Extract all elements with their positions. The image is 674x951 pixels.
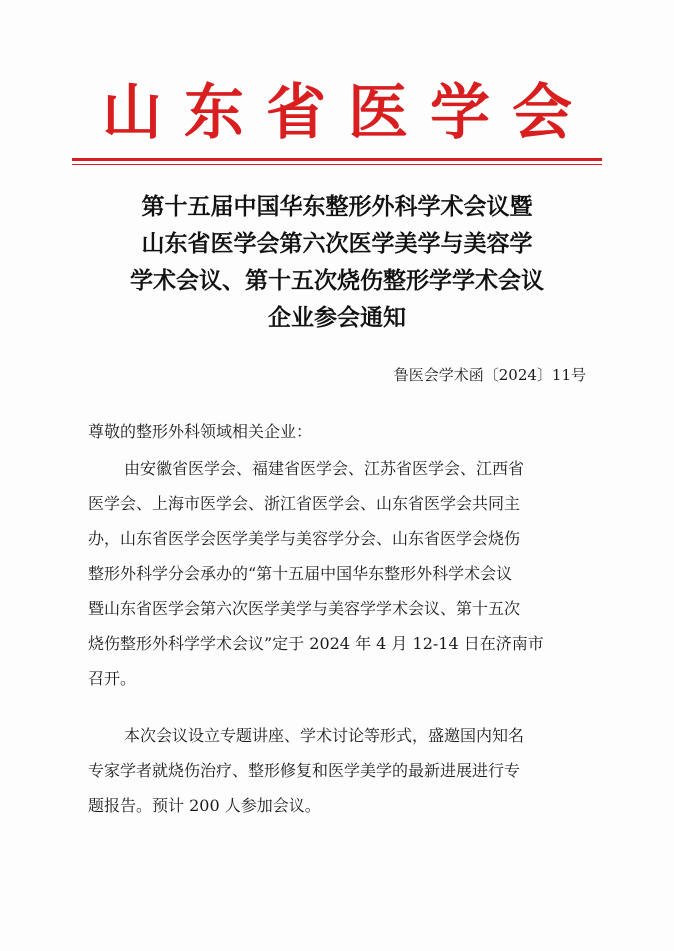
paragraph-line: 医学会、上海市医学会、浙江省医学会、山东省医学会共同主 bbox=[88, 494, 521, 513]
salutation: 尊敬的整形外科领域相关企业： bbox=[88, 422, 313, 441]
letterhead-org-name: 山东省医学会 bbox=[102, 78, 594, 148]
paragraph-line: 暨山东省医学会第六次医学美学与美容学学术会议、第十五次 bbox=[88, 599, 521, 618]
paragraph-line: 专家学者就烧伤治疗、整形修复和医学美学的最新进展进行专 bbox=[88, 761, 521, 780]
paragraph-line: 由安徽省医学会、福建省医学会、江苏省医学会、江西省 bbox=[124, 459, 525, 478]
title-line: 第十五届中国华东整形外科学术会议暨 bbox=[141, 193, 533, 220]
letterhead-red-rule-thick bbox=[72, 158, 602, 161]
body-paragraph-2 bbox=[88, 718, 588, 823]
paragraph-line: 办，山东省医学会医学美学与美容学分会、山东省医学会烧伤 bbox=[88, 529, 521, 548]
paragraph-line: 整形外科学分会承办的“第十五届中国华东整形外科学术会议 bbox=[88, 564, 513, 583]
body-paragraph-1 bbox=[88, 451, 588, 696]
title-line: 山东省医学会第六次医学美学与美容学 bbox=[141, 230, 533, 257]
paragraph-line: 题报告。预计 200 人参加会议。 bbox=[88, 796, 321, 815]
paragraph-line: 烧伤整形外科学学术会议”定于 2024 年 4 月 12-14 日在济南市 bbox=[88, 634, 544, 653]
paragraph-line: 召开。 bbox=[88, 669, 137, 688]
paragraph-line: 本次会议设立专题讲座、学术讨论等形式，盛邀国内知名 bbox=[124, 726, 525, 745]
document-number: 鲁医会学术函〔2024〕11号 bbox=[393, 366, 586, 384]
letterhead-red-rule-thin bbox=[72, 164, 602, 165]
title-line: 学术会议、第十五次烧伤整形学学术会议 bbox=[130, 267, 544, 294]
title-line: 企业参会通知 bbox=[268, 304, 406, 331]
notice-title bbox=[60, 188, 614, 336]
